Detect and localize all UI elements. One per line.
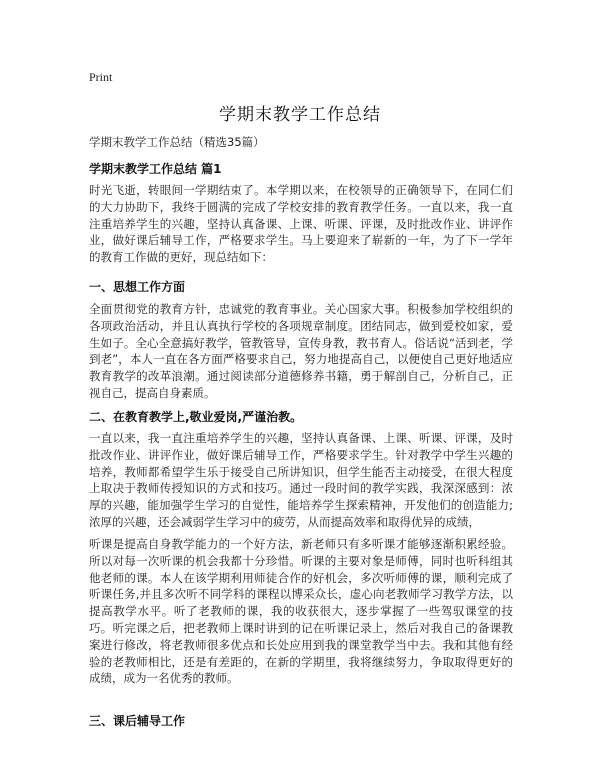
section1-paragraph: 全面贯彻党的教育方针，忠诚党的教育事业。关心国家大事。积极参加学校组织的各项政治活动，并且认真执行学校的各项规章制度。团结同志，做到爱校如家，爱生如子。全心全意搞好教学，管教管导，宣传身教，教书育人。俗话说“活到老，学到老”，本人一直在各方面严格要求自己，努力地提高自己，以便使自己更好地适应教育教学的改革浪潮。通过阅读部分道德修养书籍，勇于解剖自己，分析自己，正视自己，提高自身素质。 (89, 302, 513, 400)
section-heading-2: 二、在教育教学上,敬业爱岗,严谨治教。 (89, 410, 303, 424)
intro-paragraph: 时光飞逝，转眼间一学期结束了。本学期以来，在校领导的正确领导下，在同仁们的大力协助下，我终于圆满的完成了学校安排的教育教学任务。一直以来，我一直注重培养学生的兴趣，坚持认真备课、上课、听课、评课，及时批改作业、讲评作业，做好课后辅导工作，严格要求学生。马上要迎来了崭新的一年，为了下一学年的教育工作做的更好，现总结如下： (89, 183, 513, 265)
page-title: 学期末教学工作总结 (219, 105, 381, 125)
section-heading-1: 一、思想工作方面 (89, 280, 186, 294)
article-heading: 学期末教学工作总结 篇1 (89, 162, 222, 176)
section-heading-3: 三、课后辅导工作 (89, 714, 186, 728)
section2-paragraph-1: 一直以来，我一直注重培养学生的兴趣，坚持认真备课、上课、听课、评课，及时批改作业、讲评作业，做好课后辅导工作，严格要求学生。针对教学中学生兴趣的培养，教师都希望学生乐于接受自己所讲知识，但学生能否主动接受，在很大程度上取决于教师传授知识的方式和技巧。通过一段时间的教学实践，我深深感到：浓厚的兴趣，能加强学生学习的自觉性，能培养学生探索精神，开发他们的创造能力;浓厚的兴趣，还会减弱学生学习中的疲劳，从而提高效率和取得优异的成绩， (89, 431, 513, 529)
document-subtitle: 学期末教学工作总结（精选35篇） (89, 135, 265, 149)
section2-paragraph-2: 听课是提高自身教学能力的一个好方法，新老师只有多听课才能够逐渐积累经验。所以对每一次听课的机会我都十分珍惜。听课的主要对象是师傅，同时也听科组其他老师的课。本人在该学期利用师徒合作的好机会，多次听师傅的课，顺利完成了听课任务,并且多次听不同学科的课程以博采众长，虚心向老教师学习教学方法，以提高教学水平。听了老教师的课，我的收获很大，逐步掌握了一些驾驭课堂的技巧。听完课之后，把老教师上课时讲到的记在听课记录上，然后对我自己的备课教案进行修改，将老教师很多优点和长处应用到我的课堂教学当中去。我和其他有经验的老教师相比，还是有差距的，在新的学期里，我将继续努力，争取取得更好的成绩，成为一名优秀的教师。 (89, 537, 513, 686)
print-label: Print (89, 70, 113, 84)
